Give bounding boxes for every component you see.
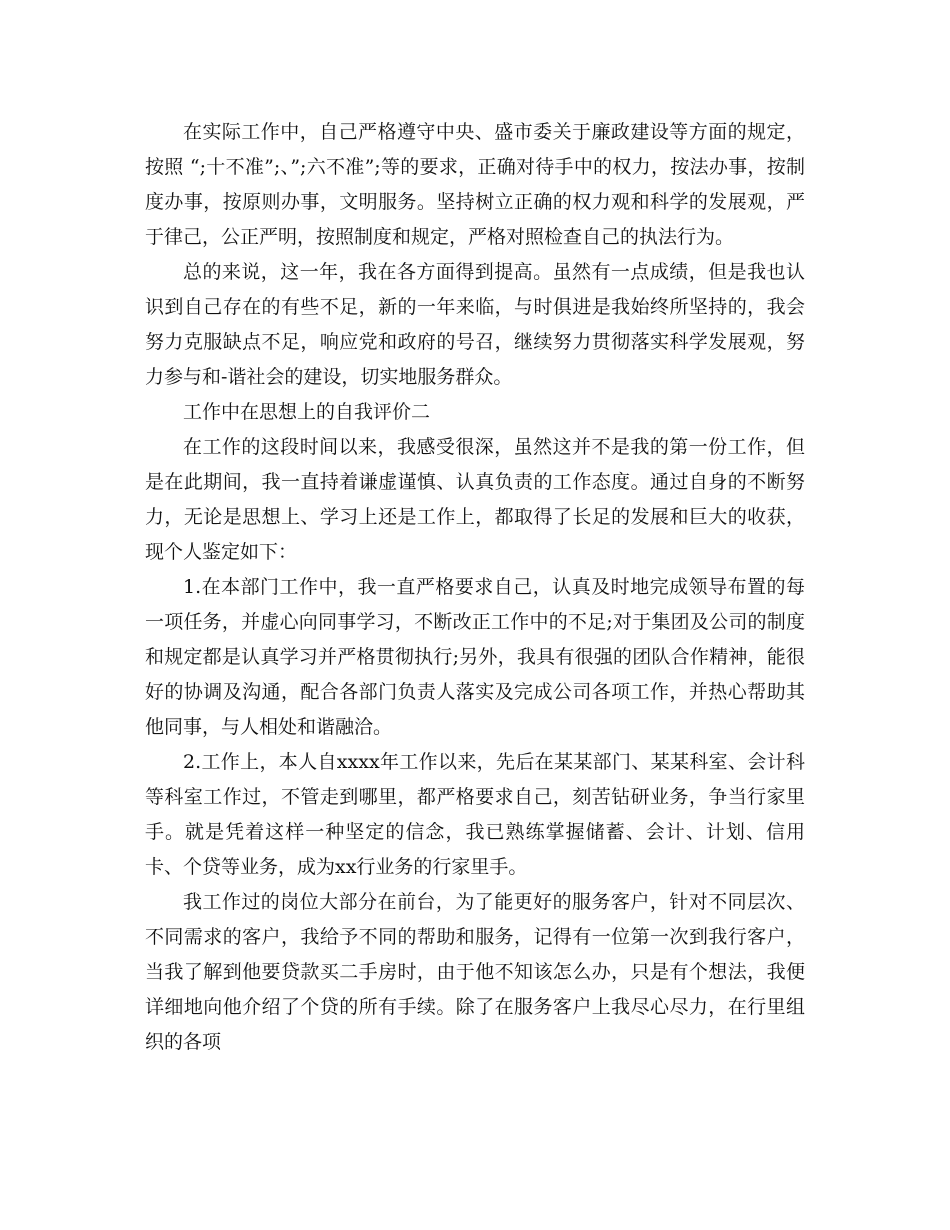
paragraph-front-desk: 我工作过的岗位大部分在前台，为了能更好的服务客户，针对不同层次、不同需求的客户，我给予不同的帮助和服务，记得有一位第一次到我行客户，当我了解到他要贷款买二手房时，由于他不知该怎么办，只是有个想法，我便详细地向他介绍了个贷的所有手续。除了在服务客户上我尽心尽力，在行里组织的各项 <box>145 891 805 1053</box>
paragraph-summary: 总的来说，这一年，我在各方面得到提高。虽然有一点成绩，但是我也认识到自己存在的有些不足，新的一年来临，与时俱进是我始终所坚持的，我会努力克服缺点不足，响应党和政府的号召，继续努力贯彻落实科学发展观，努力参与和-谐社会的建设，切实地服务群众。 <box>145 261 805 388</box>
paragraph-integrity: 在实际工作中，自己严格遵守中央、盛市委关于廉政建设等方面的规定，按照 “;十不准”;、”;六不准”;等的要求，正确对待手中的权力，按法办事，按制度办事，按原则办事，文明服务。坚持树立正确的权力观和科学的发展观，严于律己，公正严明，按照制度和规定，严格对照检查自己的执法行为。 <box>145 121 805 248</box>
paragraph-item-1: 1.在本部门工作中，我一直严格要求自己，认真及时地完成领导布置的每一项任务，并虚心向同事学习，不断改正工作中的不足;对于集团及公司的制度和规定都是认真学习并严格贯彻执行;另外，我具有很强的团队合作精神，能很好的协调及沟通，配合各部门负责人落实及完成公司各项工作，并热心帮助其他同事，与人相处和谐融洽。 <box>145 576 805 738</box>
paragraph-intro: 在工作的这段时间以来，我感受很深，虽然这并不是我的第一份工作，但是在此期间，我一直持着谦虚谨慎、认真负责的工作态度。通过自身的不断努力，无论是思想上、学习上还是工作上，都取得了长足的发展和巨大的收获，现个人鉴定如下： <box>145 436 805 563</box>
paragraph-item-2: 2.工作上，本人自xxxx年工作以来，先后在某某部门、某某科室、会计科等科室工作过，不管走到哪里，都严格要求自己，刻苦钻研业务，争当行家里手。就是凭着这样一种坚定的信念，我已熟练掌握储蓄、会计、计划、信用卡、个贷等业务，成为xx行业务的行家里手。 <box>145 751 805 878</box>
section-heading: 工作中在思想上的自我评价二 <box>183 401 431 423</box>
document-body <box>145 115 805 1060</box>
